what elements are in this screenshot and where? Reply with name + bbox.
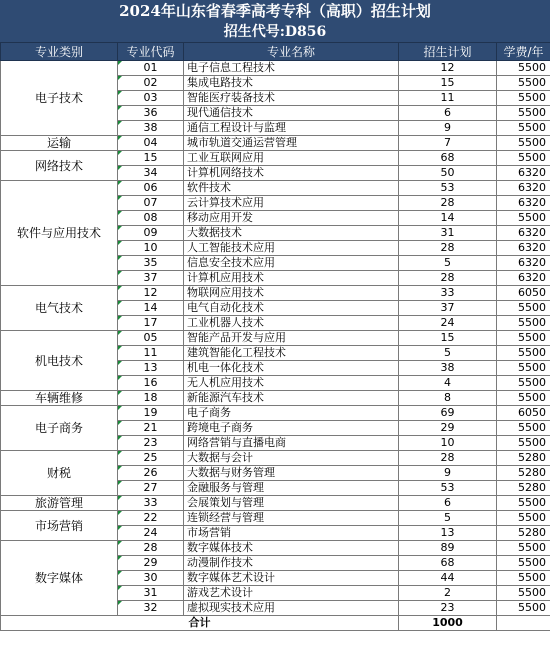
fee-cell: 5500: [497, 436, 550, 451]
table-row: [1, 541, 550, 556]
major-name-cell: 移动应用开发: [184, 211, 399, 226]
plan-cell: 28: [399, 451, 497, 466]
fee-cell: 5280: [497, 466, 550, 481]
plan-cell: 8: [399, 391, 497, 406]
header-plan: 招生计划: [399, 43, 497, 61]
category-cell: 财税: [1, 451, 118, 496]
code-cell: 08: [118, 211, 184, 226]
category-cell: 旅游管理: [1, 496, 118, 511]
major-name-cell: 会展策划与管理: [184, 496, 399, 511]
code-cell: 03: [118, 91, 184, 106]
fee-cell: 6320: [497, 226, 550, 241]
plan-cell: 9: [399, 466, 497, 481]
code-cell: 26: [118, 466, 184, 481]
major-name-cell: 人工智能技术应用: [184, 241, 399, 256]
title-banner: [0, 0, 550, 42]
fee-cell: 5500: [497, 541, 550, 556]
plan-cell: 23: [399, 601, 497, 616]
fee-cell: 6320: [497, 271, 550, 286]
plan-cell: 53: [399, 481, 497, 496]
major-name-cell: 连锁经营与管理: [184, 511, 399, 526]
category-cell: 电子技术: [1, 61, 118, 136]
major-name-cell: 计算机网络技术: [184, 166, 399, 181]
fee-cell: 5500: [497, 316, 550, 331]
header-category: 专业类别: [1, 43, 118, 61]
plan-cell: 50: [399, 166, 497, 181]
major-name-cell: 新能源汽车技术: [184, 391, 399, 406]
plan-cell: 28: [399, 241, 497, 256]
code-cell: 33: [118, 496, 184, 511]
plan-cell: 24: [399, 316, 497, 331]
major-name-cell: 大数据与会计: [184, 451, 399, 466]
fee-cell: 5500: [497, 76, 550, 91]
category-cell: 市场营销: [1, 511, 118, 541]
table-row: [1, 451, 550, 466]
code-cell: 37: [118, 271, 184, 286]
fee-cell: 5500: [497, 91, 550, 106]
code-cell: 22: [118, 511, 184, 526]
fee-cell: 6320: [497, 166, 550, 181]
fee-cell: 6320: [497, 256, 550, 271]
code-cell: 15: [118, 151, 184, 166]
major-name-cell: 工业互联网应用: [184, 151, 399, 166]
table-row: [1, 181, 550, 196]
fee-cell: 5500: [497, 331, 550, 346]
code-cell: 14: [118, 301, 184, 316]
plan-cell: 53: [399, 181, 497, 196]
major-name-cell: 集成电路技术: [184, 76, 399, 91]
code-cell: 21: [118, 421, 184, 436]
plan-cell: 33: [399, 286, 497, 301]
fee-cell: 5500: [497, 376, 550, 391]
code-cell: 31: [118, 586, 184, 601]
fee-cell: 5500: [497, 391, 550, 406]
plan-cell: 69: [399, 406, 497, 421]
major-name-cell: 智能医疗装备技术: [184, 91, 399, 106]
code-cell: 07: [118, 196, 184, 211]
plan-cell: 6: [399, 496, 497, 511]
category-cell: 机电技术: [1, 331, 118, 391]
major-name-cell: 电子商务: [184, 406, 399, 421]
plan-cell: 7: [399, 136, 497, 151]
plan-cell: 5: [399, 346, 497, 361]
category-cell: 网络技术: [1, 151, 118, 181]
fee-cell: 6320: [497, 196, 550, 211]
plan-cell: 28: [399, 271, 497, 286]
fee-cell: 6050: [497, 286, 550, 301]
page-title: 2024年山东省春季高考专科（高职）招生计划: [119, 2, 431, 20]
code-cell: 18: [118, 391, 184, 406]
major-name-cell: 软件技术: [184, 181, 399, 196]
major-name-cell: 游戏艺术设计: [184, 586, 399, 601]
plan-cell: 13: [399, 526, 497, 541]
fee-cell: 6320: [497, 181, 550, 196]
plan-cell: 4: [399, 376, 497, 391]
total-fee: [497, 616, 550, 631]
plan-cell: 5: [399, 511, 497, 526]
code-cell: 32: [118, 601, 184, 616]
table-row: [1, 286, 550, 301]
category-cell: 数字媒体: [1, 541, 118, 616]
fee-cell: 6320: [497, 241, 550, 256]
major-name-cell: 通信工程设计与监理: [184, 121, 399, 136]
plan-cell: 14: [399, 211, 497, 226]
table-row: [1, 331, 550, 346]
fee-cell: 5500: [497, 106, 550, 121]
code-cell: 01: [118, 61, 184, 76]
code-cell: 30: [118, 571, 184, 586]
total-plan: 1000: [399, 616, 497, 631]
major-name-cell: 电气自动化技术: [184, 301, 399, 316]
major-name-cell: 智能产品开发与应用: [184, 331, 399, 346]
major-name-cell: 工业机器人技术: [184, 316, 399, 331]
code-cell: 25: [118, 451, 184, 466]
header-code: 专业代码: [118, 43, 184, 61]
major-name-cell: 虚拟现实技术应用: [184, 601, 399, 616]
code-cell: 28: [118, 541, 184, 556]
fee-cell: 5280: [497, 481, 550, 496]
fee-cell: 5500: [497, 61, 550, 76]
major-name-cell: 数字媒体技术: [184, 541, 399, 556]
table-row: [1, 151, 550, 166]
plan-cell: 37: [399, 301, 497, 316]
plan-cell: 89: [399, 541, 497, 556]
code-cell: 34: [118, 166, 184, 181]
header-row: [1, 43, 550, 61]
table-row: [1, 391, 550, 406]
plan-cell: 44: [399, 571, 497, 586]
category-cell: 运输: [1, 136, 118, 151]
category-cell: 电气技术: [1, 286, 118, 331]
fee-cell: 5500: [497, 346, 550, 361]
fee-cell: 6050: [497, 406, 550, 421]
fee-cell: 5280: [497, 526, 550, 541]
major-name-cell: 无人机应用技术: [184, 376, 399, 391]
plan-cell: 6: [399, 106, 497, 121]
plan-cell: 31: [399, 226, 497, 241]
code-cell: 10: [118, 241, 184, 256]
major-name-cell: 市场营销: [184, 526, 399, 541]
major-name-cell: 现代通信技术: [184, 106, 399, 121]
table-row: [1, 496, 550, 511]
code-cell: 04: [118, 136, 184, 151]
major-name-cell: 电子信息工程技术: [184, 61, 399, 76]
code-cell: 05: [118, 331, 184, 346]
plan-cell: 68: [399, 556, 497, 571]
header-fee: 学费/年: [497, 43, 550, 61]
code-cell: 23: [118, 436, 184, 451]
plan-cell: 2: [399, 586, 497, 601]
header-name: 专业名称: [184, 43, 399, 61]
major-name-cell: 机电一体化技术: [184, 361, 399, 376]
plan-cell: 15: [399, 331, 497, 346]
table-row: [1, 136, 550, 151]
plan-table: [0, 42, 550, 631]
major-name-cell: 网络营销与直播电商: [184, 436, 399, 451]
table-row: [1, 406, 550, 421]
plan-cell: 11: [399, 91, 497, 106]
fee-cell: 5500: [497, 601, 550, 616]
plan-cell: 28: [399, 196, 497, 211]
plan-cell: 68: [399, 151, 497, 166]
total-label: 合计: [1, 616, 399, 631]
code-cell: 29: [118, 556, 184, 571]
fee-cell: 5500: [497, 151, 550, 166]
major-name-cell: 大数据与财务管理: [184, 466, 399, 481]
code-cell: 09: [118, 226, 184, 241]
code-cell: 12: [118, 286, 184, 301]
code-cell: 17: [118, 316, 184, 331]
plan-cell: 15: [399, 76, 497, 91]
major-name-cell: 数字媒体艺术设计: [184, 571, 399, 586]
fee-cell: 5500: [497, 571, 550, 586]
code-cell: 35: [118, 256, 184, 271]
category-cell: 车辆维修: [1, 391, 118, 406]
page-subtitle: 招生代号:D856: [223, 24, 327, 40]
code-cell: 13: [118, 361, 184, 376]
major-name-cell: 城市轨道交通运营管理: [184, 136, 399, 151]
fee-cell: 5500: [497, 496, 550, 511]
major-name-cell: 云计算技术应用: [184, 196, 399, 211]
major-name-cell: 信息安全技术应用: [184, 256, 399, 271]
fee-cell: 5500: [497, 136, 550, 151]
plan-cell: 10: [399, 436, 497, 451]
plan-table-body: [1, 61, 550, 616]
major-name-cell: 跨境电子商务: [184, 421, 399, 436]
fee-cell: 5500: [497, 586, 550, 601]
code-cell: 19: [118, 406, 184, 421]
total-row: [1, 616, 550, 631]
plan-cell: 9: [399, 121, 497, 136]
fee-cell: 5500: [497, 511, 550, 526]
code-cell: 02: [118, 76, 184, 91]
code-cell: 16: [118, 376, 184, 391]
category-cell: 电子商务: [1, 406, 118, 451]
code-cell: 06: [118, 181, 184, 196]
code-cell: 36: [118, 106, 184, 121]
table-row: [1, 61, 550, 76]
plan-cell: 5: [399, 256, 497, 271]
major-name-cell: 计算机应用技术: [184, 271, 399, 286]
major-name-cell: 金融服务与管理: [184, 481, 399, 496]
major-name-cell: 大数据技术: [184, 226, 399, 241]
code-cell: 24: [118, 526, 184, 541]
plan-cell: 12: [399, 61, 497, 76]
major-name-cell: 动漫制作技术: [184, 556, 399, 571]
fee-cell: 5500: [497, 421, 550, 436]
fee-cell: 5500: [497, 556, 550, 571]
fee-cell: 5500: [497, 121, 550, 136]
plan-cell: 38: [399, 361, 497, 376]
code-cell: 38: [118, 121, 184, 136]
major-name-cell: 建筑智能化工程技术: [184, 346, 399, 361]
fee-cell: 5500: [497, 361, 550, 376]
plan-cell: 29: [399, 421, 497, 436]
code-cell: 11: [118, 346, 184, 361]
fee-cell: 5500: [497, 211, 550, 226]
fee-cell: 5500: [497, 301, 550, 316]
major-name-cell: 物联网应用技术: [184, 286, 399, 301]
code-cell: 27: [118, 481, 184, 496]
category-cell: 软件与应用技术: [1, 181, 118, 286]
fee-cell: 5280: [497, 451, 550, 466]
table-row: [1, 511, 550, 526]
